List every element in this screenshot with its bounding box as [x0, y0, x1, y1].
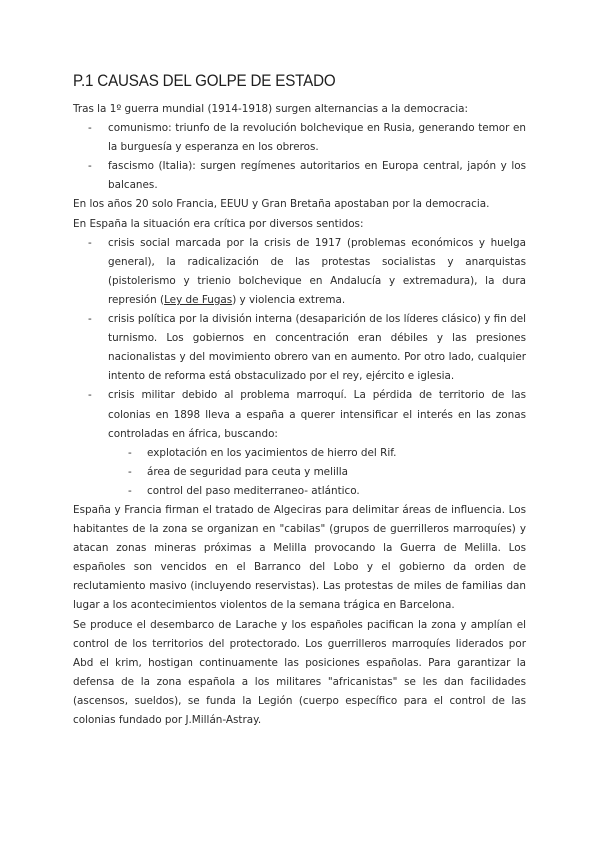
sub-list-item — [73, 482, 526, 501]
list-item-fascismo — [73, 157, 526, 195]
bullet-dash: - — [128, 446, 132, 459]
bullet-dash: - — [88, 122, 92, 135]
list-item-text: fascismo (Italia): surgen regímenes autoritarios en Europa central, japón y los balcanes. — [108, 160, 526, 192]
sub-list-item-text: área de seguridad para ceuta y melilla — [147, 465, 348, 478]
paragraph-spain: En España la situación era crítica por diversos sentidos: — [73, 217, 364, 230]
paragraph-1920s: En los años 20 solo Francia, EEUU y Gran Bretaña apostaban por la democracia. — [73, 198, 490, 211]
sub-list-item — [73, 463, 526, 482]
ley-de-fugas-link[interactable]: Ley de Fugas — [164, 293, 233, 306]
sub-list-item — [73, 444, 526, 463]
bullet-dash: - — [88, 160, 92, 173]
bullet-dash: - — [88, 236, 92, 249]
bullet-dash: - — [88, 389, 92, 402]
sub-list-item-text: control del paso mediterraneo- atlántico. — [147, 484, 360, 497]
sub-list-item-text: explotación en los yacimientos de hierro del Rif. — [147, 446, 397, 459]
list-item-comunismo — [73, 119, 526, 157]
intro-paragraph: Tras la 1º guerra mundial (1914-1918) surgen alternancias a la democracia: — [73, 103, 469, 115]
page-title: P.1 CAUSAS DEL GOLPE DE ESTADO — [73, 72, 336, 90]
bullet-dash: - — [128, 484, 132, 497]
paragraph-algeciras: España y Francia firman el tratado de Algeciras para delimitar áreas de influencia. Los habitantes de la zona se organizan en "cabilas" (grupos de guerrilleros marroquíes) y atacan zonas mineras próximas a Melilla provocando la Guerra de Melilla. Los españoles son vencidos en el Barranco del Lobo y el gobierno da orden de reclutamiento masivo (incluyendo reservistas). Las protestas de miles de familias dan lugar a los acontecimientos violentos de la semana trágica en Barcelona. — [73, 503, 526, 612]
list-item-crisis-militar — [73, 386, 526, 443]
document-body — [73, 100, 526, 730]
crisis-social-text-a: crisis social marcada por la crisis de 1917 (problemas económicos y huelga general), la radicalización de las protestas socialistas y anarquistas (pistolerismo y trienio bolchevique en Andalucía y extremadura), la dura represión ( — [108, 236, 526, 306]
bullet-dash: - — [88, 313, 92, 326]
bullet-dash: - — [128, 465, 132, 478]
list-item-crisis-social — [73, 234, 526, 310]
list-item-text: crisis militar debido al problema marroquí. La pérdida de territorio de las colonias en 1898 lleva a españa a querer intensificar el interés en las zonas controladas en áfrica, buscando: — [108, 389, 526, 440]
crisis-social-text-b: ) y violencia extrema. — [232, 293, 346, 306]
list-item-crisis-politica — [73, 310, 526, 386]
list-item-text: comunismo: triunfo de la revolución bolchevique en Rusia, generando temor en la burguesía y esperanza en los obreros. — [108, 122, 526, 154]
paragraph-larache: Se produce el desembarco de Larache y los españoles pacifican la zona y amplían el control de los territorios del protectorado. Los guerrilleros marroquíes liderados por Abd el krim, hostigan continuamente las posiciones españolas. Para garantizar la defensa de la zona española a los militares "africanistas" se les dan facilidades (ascensos, sueldos), se funda la Legión (cuerpo específico para el control de las colonias fundado por J.Millán-Astray. — [73, 618, 526, 726]
list-item-text: crisis política por la división interna (desaparición de los líderes clásico) y fin del turnismo. Los gobiernos en concentración eran débiles y las presiones nacionalistas y del movimiento obrero van en aumento. Por otro lado, cualquier intento de reforma está obstaculizado por el rey, ejército e iglesia. — [108, 313, 526, 383]
